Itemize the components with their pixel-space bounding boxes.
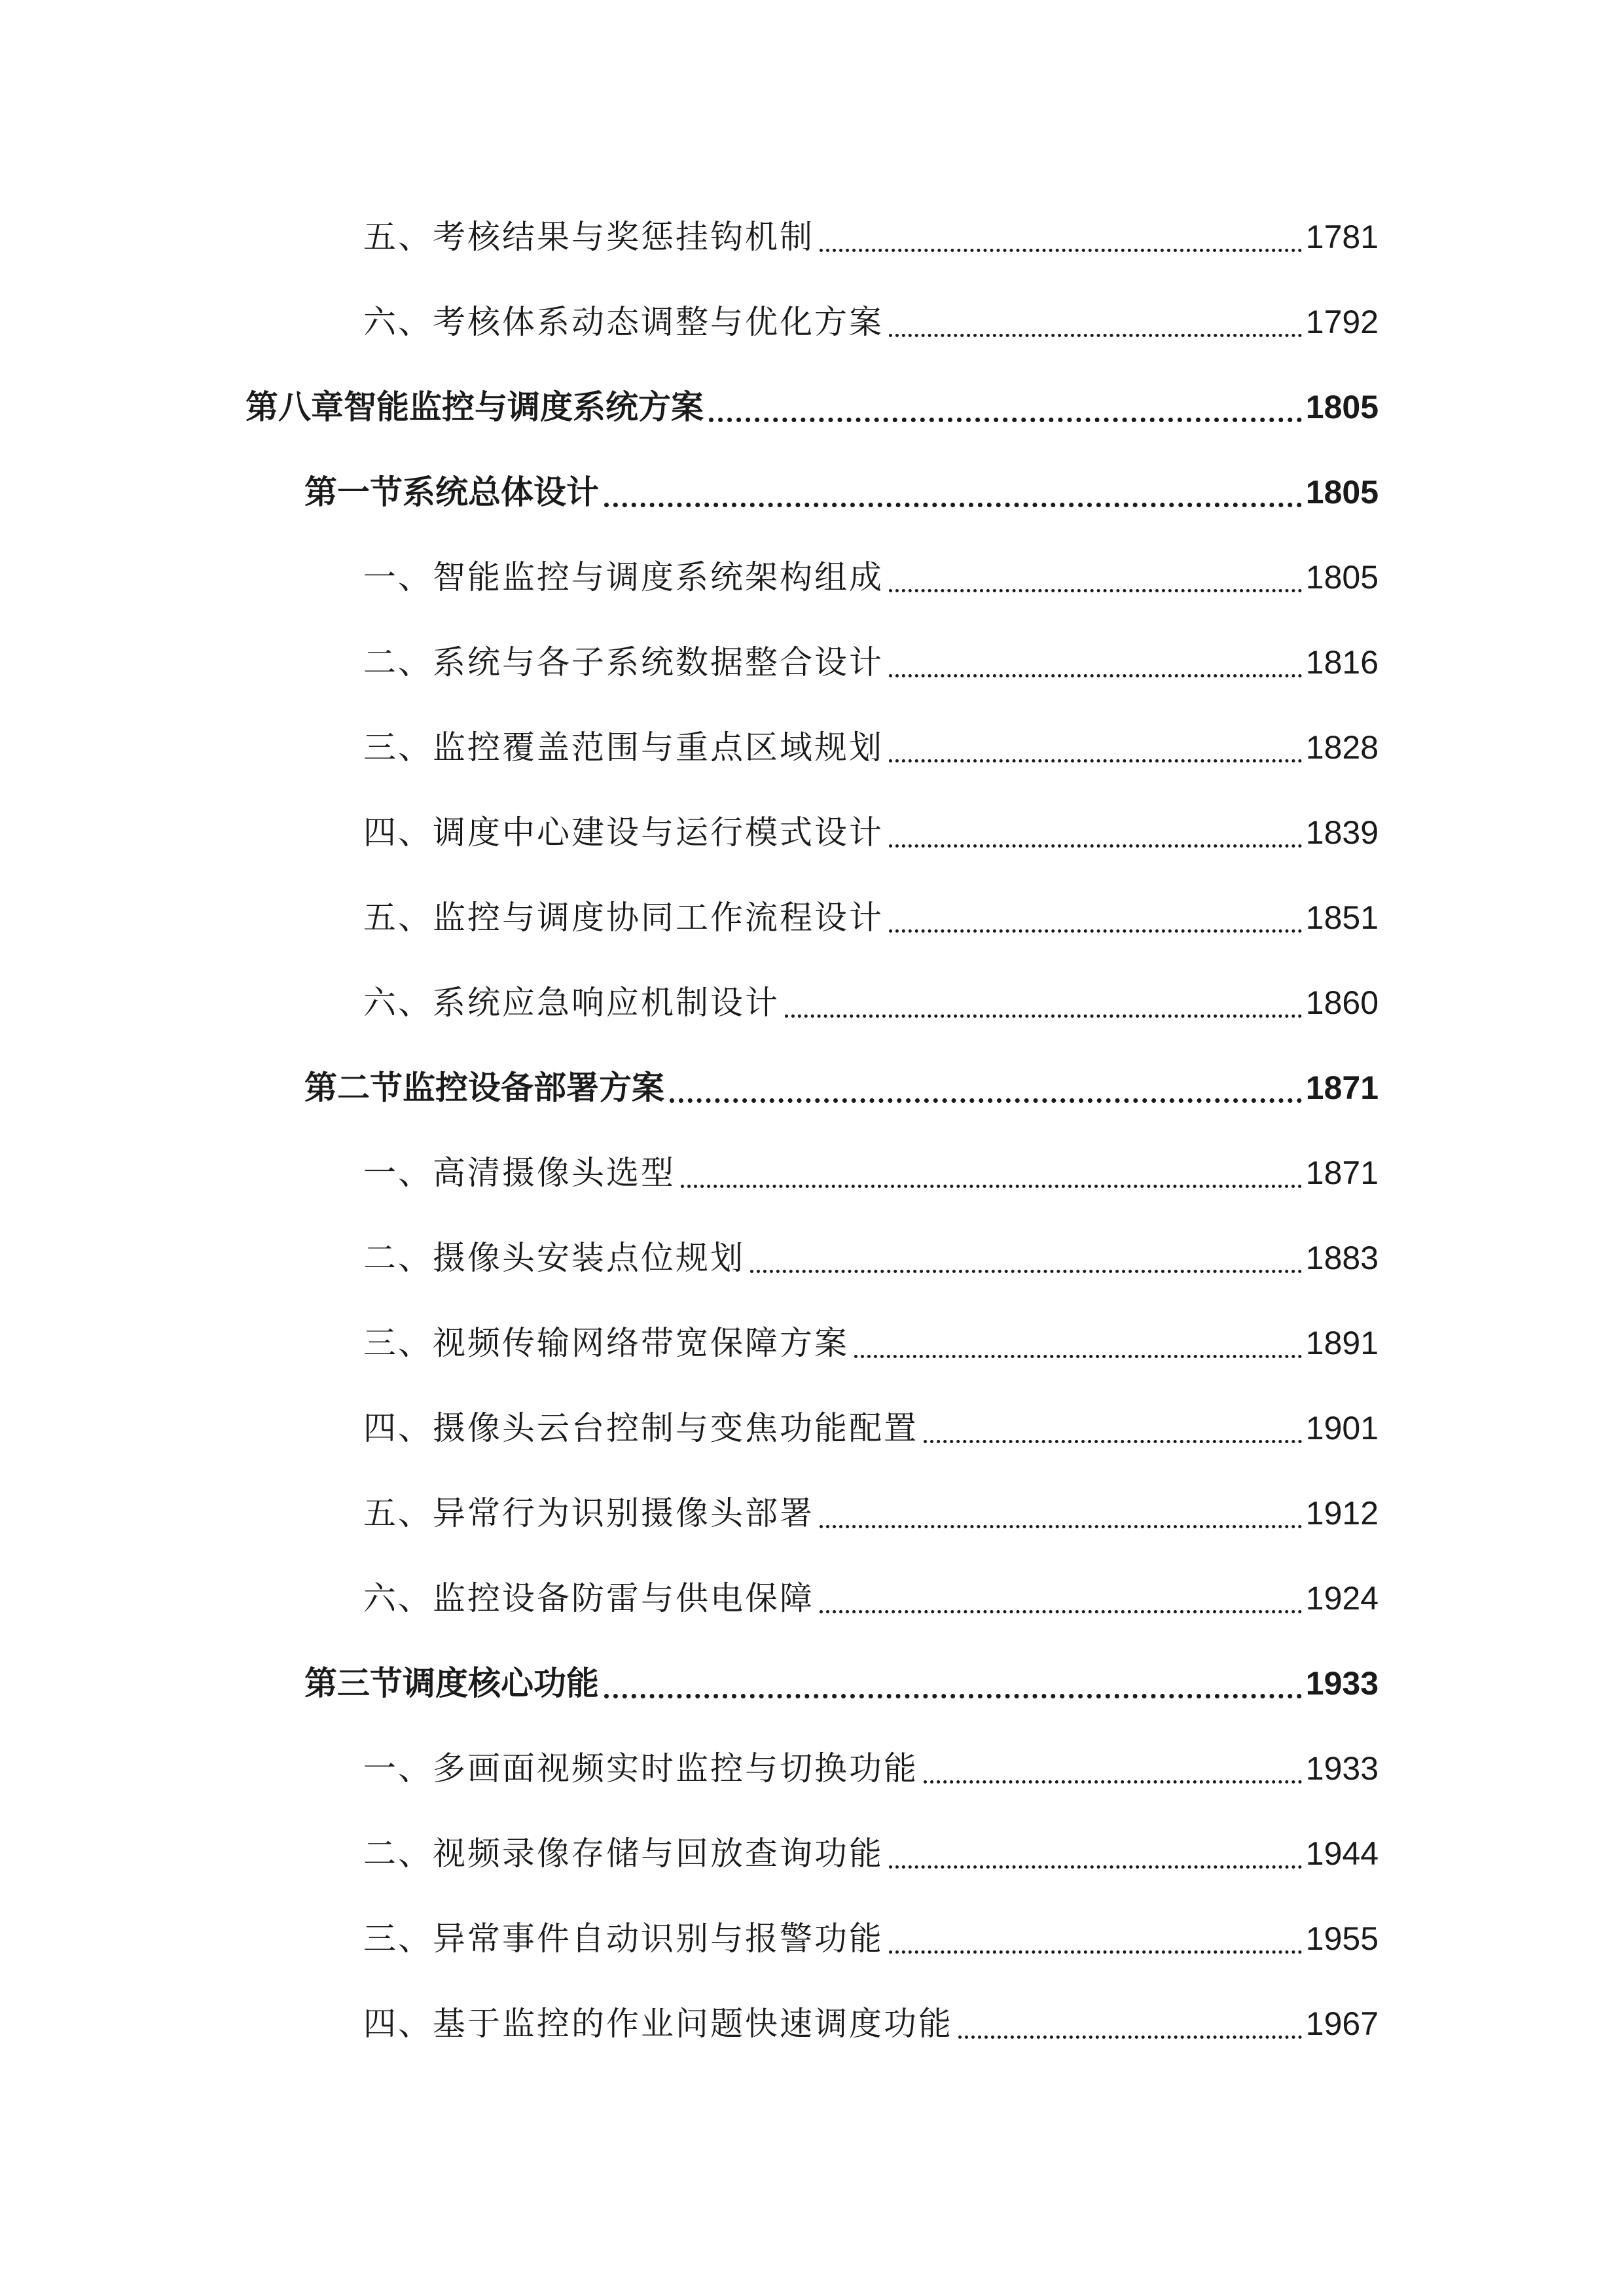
toc-entry-title: 五、监控与调度协同工作流程设计 <box>363 899 884 937</box>
dot-leader <box>750 1270 1302 1273</box>
toc-entry-title: 一、高清摄像头选型 <box>363 1154 676 1192</box>
toc-entry-page: 1933 <box>1305 1750 1379 1787</box>
toc-entry-title: 一、多画面视频实时监控与切换功能 <box>363 1749 918 1787</box>
toc-entry[interactable] <box>363 977 1379 1029</box>
dot-leader <box>854 1355 1302 1358</box>
toc-entry-page: 1860 <box>1305 984 1379 1021</box>
toc-entry-title: 五、考核结果与奖惩挂钩机制 <box>363 218 814 256</box>
toc-entry-page: 1883 <box>1305 1240 1379 1276</box>
dot-leader <box>604 503 1302 507</box>
toc-entry-page: 1912 <box>1305 1495 1379 1532</box>
dot-leader <box>889 334 1302 337</box>
toc-entry-page: 1805 <box>1305 474 1379 511</box>
dot-leader <box>889 1950 1302 1954</box>
toc-entry[interactable] <box>363 891 1379 944</box>
toc-entry-page: 1816 <box>1305 644 1379 681</box>
toc-entry-title: 一、智能监控与调度系统架构组成 <box>363 558 884 596</box>
dot-leader <box>889 1865 1302 1869</box>
toc-entry-page: 1781 <box>1305 219 1379 255</box>
toc-entry[interactable] <box>363 296 1379 348</box>
toc-entry[interactable] <box>363 721 1379 774</box>
dot-leader <box>889 844 1302 848</box>
dot-leader <box>889 589 1302 592</box>
toc-entry-title: 六、监控设备防雷与供电保障 <box>363 1579 814 1617</box>
toc-entry-title: 二、系统与各子系统数据整合设计 <box>363 643 884 681</box>
toc-entry-section[interactable] <box>304 1062 1379 1114</box>
toc-entry-title: 四、基于监控的作业问题快速调度功能 <box>363 2005 953 2043</box>
dot-leader <box>820 1610 1302 1613</box>
toc-entry[interactable] <box>363 1912 1379 1965</box>
toc-entry-page: 1933 <box>1305 1665 1379 1702</box>
toc-entry-page: 1792 <box>1305 304 1379 340</box>
toc-entry-page: 1967 <box>1305 2005 1379 2042</box>
toc-entry-page: 1805 <box>1305 559 1379 596</box>
dot-leader <box>924 1440 1302 1443</box>
dot-leader <box>604 1694 1302 1698</box>
toc-entry[interactable] <box>363 1572 1379 1624</box>
toc-entry[interactable] <box>363 1742 1379 1795</box>
dot-leader <box>889 759 1302 762</box>
dot-leader <box>681 1185 1302 1188</box>
dot-leader <box>889 674 1302 677</box>
toc-entry-page: 1839 <box>1305 814 1379 851</box>
dot-leader <box>709 418 1302 422</box>
toc-entry[interactable] <box>363 1232 1379 1284</box>
toc-entry-title: 五、异常行为识别摄像头部署 <box>363 1494 814 1532</box>
toc-entry-page: 1924 <box>1305 1580 1379 1617</box>
toc-entry[interactable] <box>363 211 1379 263</box>
toc-entry-title: 六、系统应急响应机制设计 <box>363 984 780 1022</box>
dot-leader <box>820 249 1302 252</box>
dot-leader <box>924 1780 1302 1784</box>
toc-entry-page: 1851 <box>1305 899 1379 936</box>
toc-entry-title: 四、摄像头云台控制与变焦功能配置 <box>363 1409 918 1447</box>
toc-entry-page: 1901 <box>1305 1410 1379 1446</box>
toc-entry[interactable] <box>363 806 1379 859</box>
toc-entry-section[interactable] <box>304 1657 1379 1710</box>
toc-entry-title: 四、调度中心建设与运行模式设计 <box>363 814 884 852</box>
toc-entry-title: 三、异常事件自动识别与报警功能 <box>363 1920 884 1958</box>
toc-entry-page: 1828 <box>1305 729 1379 766</box>
toc-entry[interactable] <box>363 1317 1379 1369</box>
toc-entry-section[interactable] <box>304 466 1379 518</box>
toc-entry-title: 第三节调度核心功能 <box>304 1664 599 1702</box>
toc-entry[interactable] <box>363 1998 1379 2050</box>
toc-entry-page: 1871 <box>1305 1069 1379 1106</box>
toc-entry-title: 第一节系统总体设计 <box>304 473 599 511</box>
toc-entry-chapter[interactable] <box>245 381 1379 433</box>
dot-leader <box>958 2036 1302 2039</box>
toc-entry[interactable] <box>363 636 1379 689</box>
toc-entry-page: 1805 <box>1305 389 1379 425</box>
toc-entry[interactable] <box>363 1487 1379 1539</box>
toc-entry-title: 三、视频传输网络带宽保障方案 <box>363 1324 849 1362</box>
dot-leader <box>785 1014 1302 1018</box>
toc-entry[interactable] <box>363 1402 1379 1454</box>
dot-leader <box>670 1098 1302 1103</box>
toc-entry-page: 1955 <box>1305 1920 1379 1957</box>
toc-entry-title: 六、考核体系动态调整与优化方案 <box>363 303 884 341</box>
toc-entry-title: 二、摄像头安装点位规划 <box>363 1239 745 1277</box>
toc-entry-title: 第二节监控设备部署方案 <box>304 1069 664 1107</box>
dot-leader <box>820 1525 1302 1528</box>
toc-entry[interactable] <box>363 1827 1379 1880</box>
toc-entry[interactable] <box>363 1147 1379 1199</box>
toc-entry-title: 二、视频录像存储与回放查询功能 <box>363 1835 884 1873</box>
dot-leader <box>889 929 1302 933</box>
toc-entry-title: 三、监控覆盖范围与重点区域规划 <box>363 728 884 766</box>
toc-entry-title: 第八章智能监控与调度系统方案 <box>245 388 704 426</box>
toc-entry[interactable] <box>363 551 1379 603</box>
toc-entry-page: 1891 <box>1305 1325 1379 1361</box>
toc-entry-page: 1871 <box>1305 1155 1379 1191</box>
toc-entry-page: 1944 <box>1305 1835 1379 1872</box>
